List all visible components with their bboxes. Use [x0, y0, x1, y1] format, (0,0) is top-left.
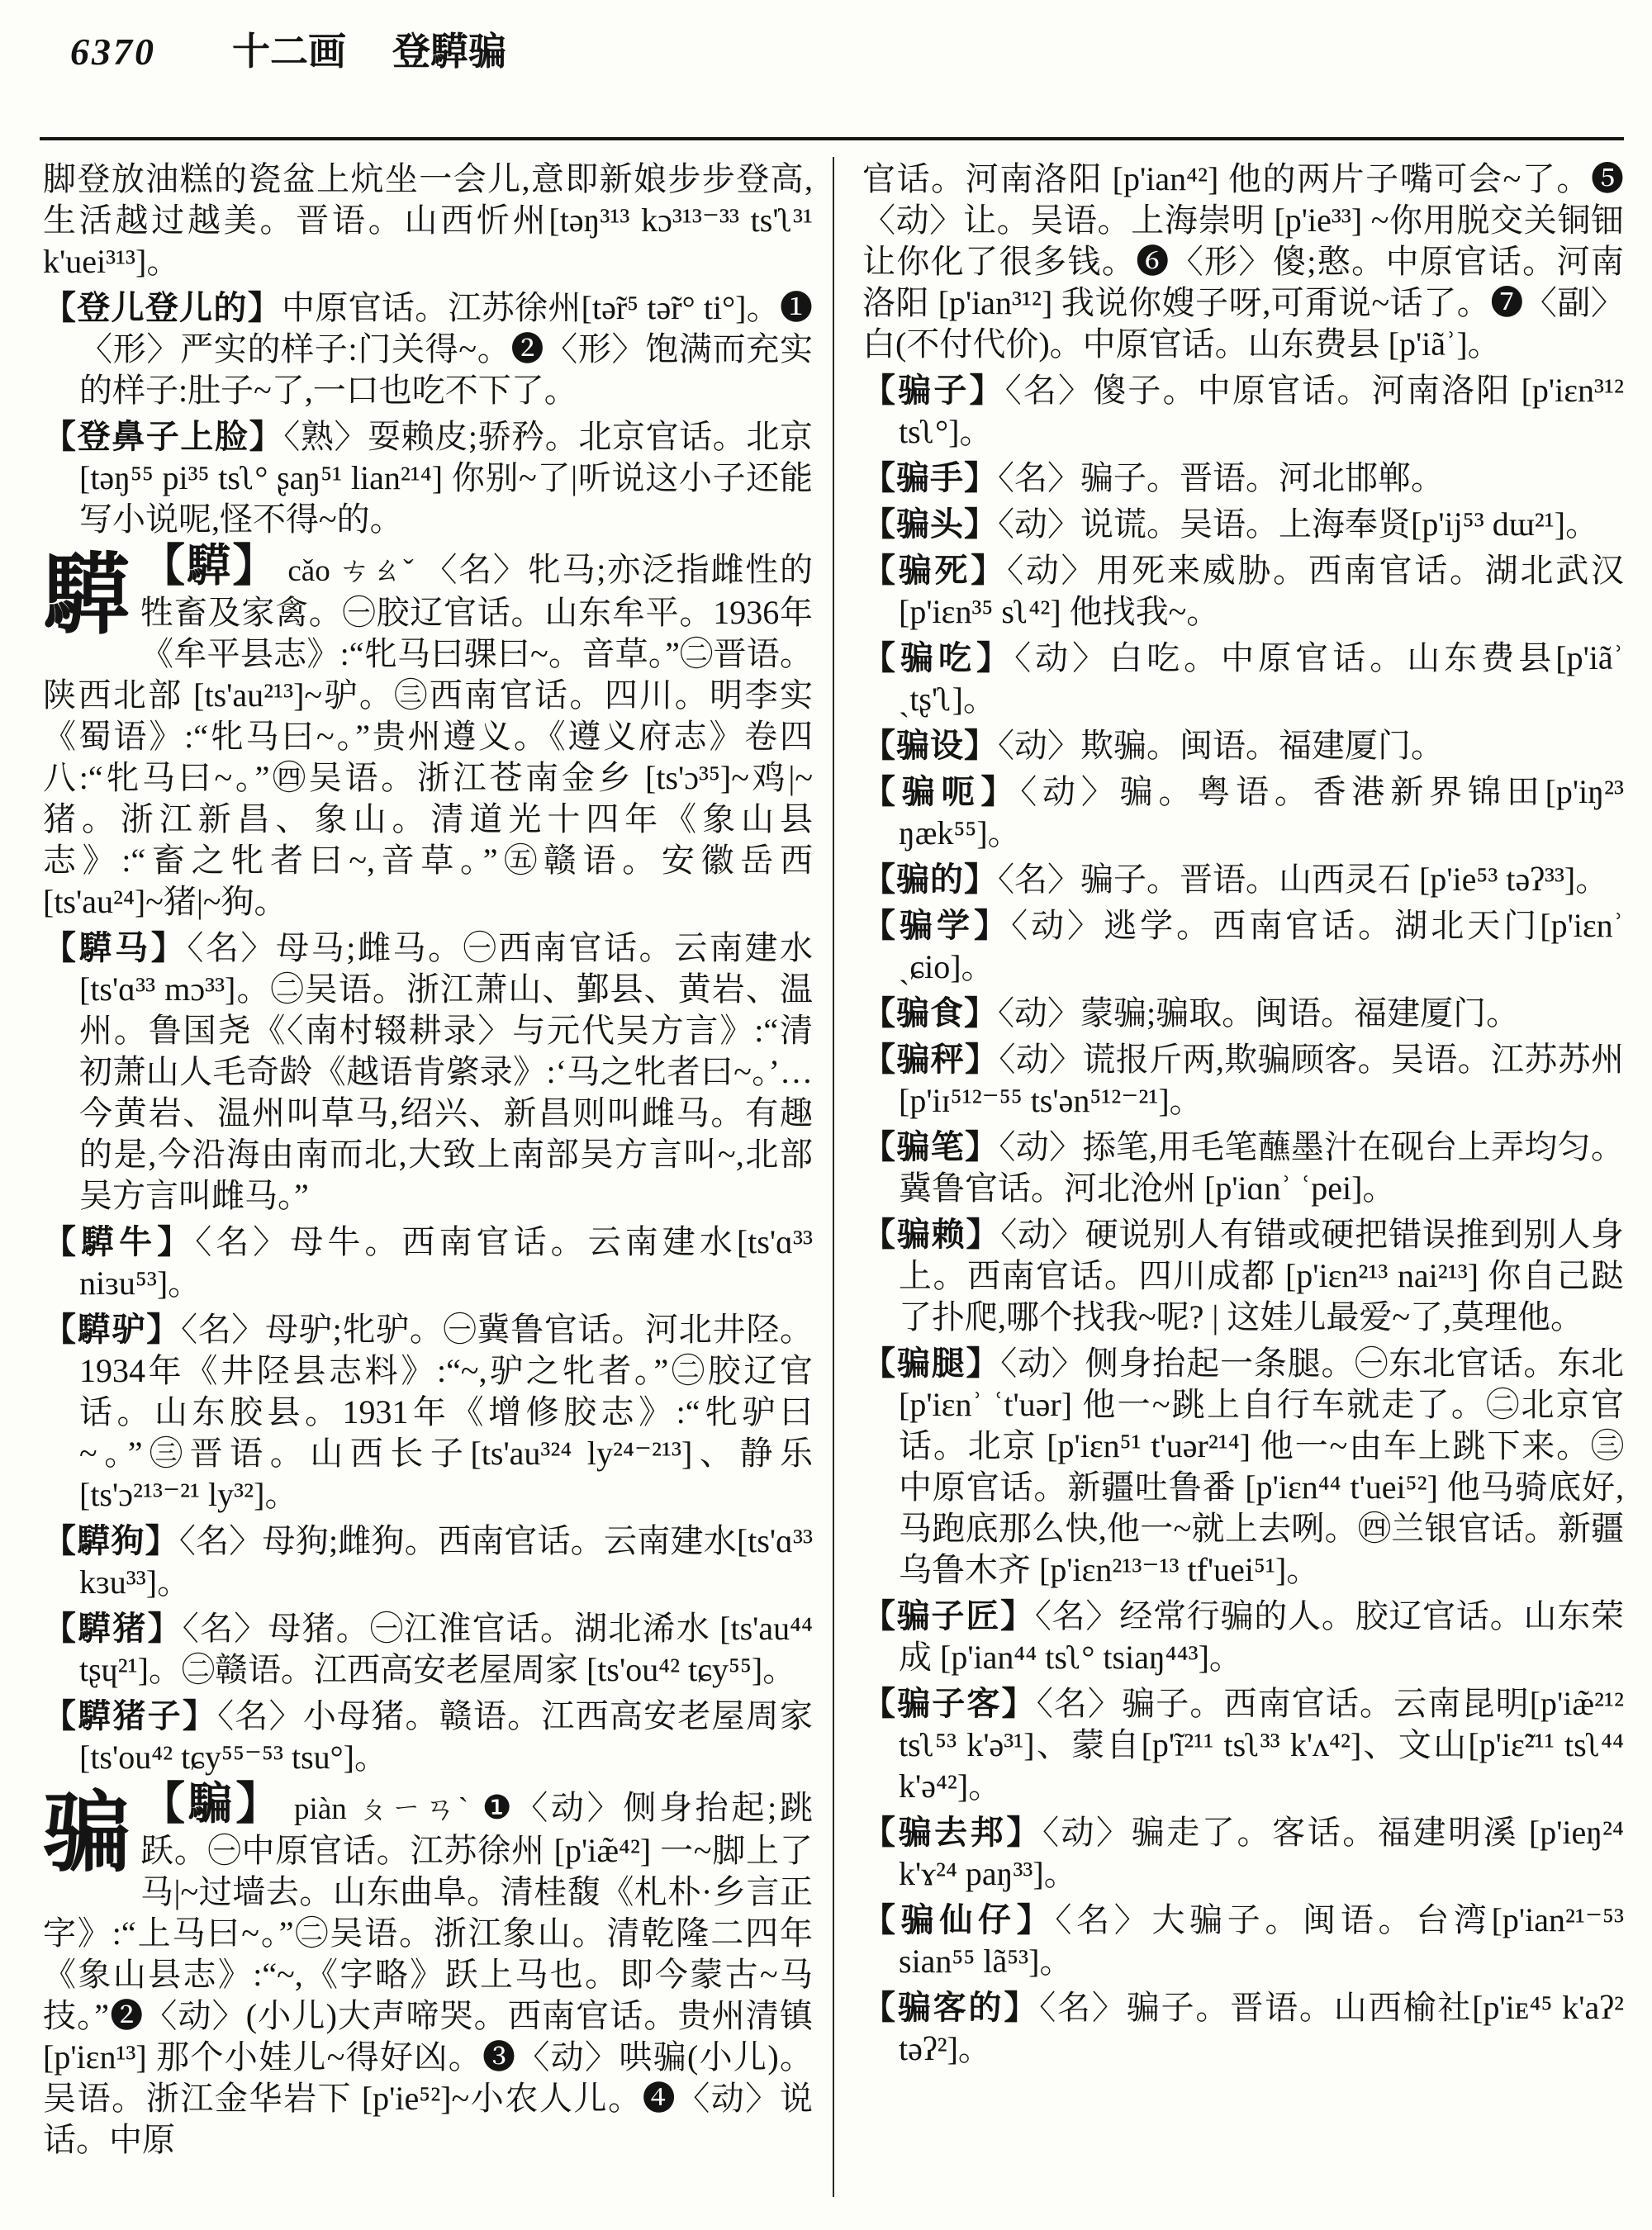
entry-body: 〈名〉母狗;雌狗。西南官话。云南建水[ts'ɑ³³ kɜu³³]。 — [79, 1522, 813, 1601]
entry-body: 〈动〉硬说别人有错或硬把错误推到别人身上。西南官话。四川成都 [p'iɛn²¹³ nai²¹³] 你自己跶了扑爬,哪个找我~呢? | 这娃儿最爱~了,莫理他。 — [899, 1216, 1625, 1336]
dictionary-entry — [862, 504, 1624, 545]
dictionary-entry — [862, 859, 1624, 900]
column-divider — [833, 157, 834, 2197]
entry-body: 〈名〉傻子。中原官话。河南洛阳 [p'iɛn³¹² tsʅ°]。 — [899, 372, 1624, 450]
entry-body: 〈名〉母猪。㊀江淮官话。湖北浠水 [ts'au⁴⁴ tʂɥ²¹]。㊁赣语。江西高安老屋周家 [ts'ou⁴² tɕy⁵⁵]。 — [79, 1610, 813, 1688]
left-column — [43, 159, 813, 2166]
entry-headword: 【騲狗】 — [43, 1522, 179, 1559]
entry-body: 〈动〉蒙骗;骗取。闽语。福建厦门。 — [998, 994, 1520, 1032]
entry-body: ❶〈动〉侧身抬起;跳跃。㊀中原官话。江苏徐州 [p'iæ̃⁴²] 一~脚上了马|~过墙去。山东曲阜。清桂馥《札朴·乡言正字》:“上马曰~。”㊁吴语。浙江象山。清乾隆二四年《象山县志》:“~,《字略》跃上马也。即今蒙古~马技。”❷〈动〉(小儿)大声啼哭。西南官话。贵州清镇 [p'iɛn¹³] 那个小娃儿~得好凶。❸〈动〉哄骗(小儿)。吴语。浙江金华岩下 [p'ie⁵²]~小农人儿。❹〈动〉说话。中原 — [43, 1789, 813, 2158]
entry-traditional: 【騙】 — [140, 1779, 284, 1829]
entry-headword: 【騲猪子】 — [43, 1697, 218, 1734]
entry-headword: 【登儿登儿的】 — [43, 289, 282, 326]
entry-headword: 【骗设】 — [862, 727, 998, 764]
character-entry — [43, 1779, 813, 2161]
entry-body: 〈动〉侧身抬起一条腿。㊀东北官话。东北[p'iɛnʾ ʿt'uər] 他一~跳上自行车就走了。㊁北京官话。北京 [p'iɛn⁵¹ t'uər²¹⁴] 他一~由车上跳下来。㊂中原官话。新疆吐鲁番 [p'iɛn⁴⁴ t'uei⁵²] 他马骑底好,马跑底那么快,他一~就上去咧。㊃兰银官话。新疆乌鲁木齐 [p'iɛn²¹³⁻¹³ tf'uei⁵¹]。 — [899, 1345, 1625, 1588]
entry-headword: 【騲猪】 — [43, 1610, 183, 1647]
entry-reading: piàn ㄆㄧㄢˋ — [283, 1792, 482, 1826]
dictionary-entry — [43, 287, 813, 411]
headword-range: 登騲骗 — [392, 31, 506, 73]
dictionary-entry — [862, 725, 1624, 766]
dictionary-entry — [862, 993, 1624, 1034]
right-column — [862, 159, 1624, 2075]
entry-headword: 【骗的】 — [862, 861, 998, 898]
entry-headword: 【骗子匠】 — [862, 1597, 1035, 1635]
dictionary-entry — [43, 1696, 813, 1778]
character-entry — [43, 541, 814, 923]
entry-headword: 【骗去邦】 — [862, 1814, 1042, 1851]
dictionary-entry — [862, 638, 1624, 720]
entry-headword: 【騲牛】 — [43, 1223, 196, 1260]
dictionary-entry — [43, 1222, 813, 1304]
entry-continuation: 脚登放油糕的瓷盆上炕坐一会儿,意即新娘步步登高,生活越过越美。晋语。山西忻州[təŋ³¹³ kɔ³¹³⁻³³ ts'ʅ³¹ k'uei³¹³]。 — [43, 160, 813, 280]
page-number: 6370 — [70, 31, 156, 73]
entry-body: 〈名〉母驴;牝驴。㊀冀鲁官话。河北井陉。1934年《井陉县志料》:“~,驴之牝者。”㊁胶辽官话。山东胶县。1931年《增修胶志》:“牝驴曰~。”㊂晋语。山西长子[ts'au³²⁴ ly²⁴⁻²¹³]、静乐 [ts'ɔ²¹³⁻²¹ ly³²]。 — [79, 1311, 813, 1513]
entry-body: 〈动〉白吃。中原官话。山东费县[p'iãʾ ˎtʂ'ʅ]。 — [899, 639, 1624, 718]
entry-body: 〈名〉骗子。晋语。山西灵石 [p'ie⁵³ təʔ³³]。 — [998, 861, 1609, 898]
entry-headword: 【骗手】 — [862, 459, 998, 496]
entry-headword: 【骗仙仔】 — [862, 1901, 1056, 1938]
entry-character: 騲 — [43, 548, 131, 644]
entry-body: 〈名〉骗子。晋语。河北邯郸。 — [998, 459, 1444, 496]
entry-body: 〈名〉牝马;亦泛指雌性的牲畜及家禽。㊀胶辽官话。山东牟平。1936年《牟平县志》:“牝马曰骒曰~。音草。”㊁晋语。陕西北部 [ts'au²¹³]~驴。㊂西南官话。四川。明李实《蜀语》:“牝马曰~。”贵州遵义。《遵义府志》卷四八:“牝马曰~。”㊃吴语。浙江苍南金乡 [ts'ɔ³⁵]~鸡|~猪。浙江新昌、象山。清道光十四年《象山县志》:“畜之牝者曰~,音草。”㊄赣语。安徽岳西 [ts'au²⁴]~猪|~狗。 — [43, 551, 814, 920]
entry-headword: 【骗秤】 — [862, 1041, 999, 1078]
entry-body: 〈名〉经常行骗的人。胶辽官话。山东荣成 [p'ian⁴⁴ tsʅ° tsiaŋ⁴⁴³]。 — [899, 1597, 1625, 1676]
entry-headword: 【骗头】 — [862, 505, 998, 543]
entry-headword: 【骗子客】 — [862, 1685, 1037, 1722]
entry-body: 〈熟〉耍赖皮;骄矜。北京官话。北京[təŋ⁵⁵ pi³⁵ tsʅ° ʂaŋ⁵¹ lian²¹⁴] 你别~了|听说这小子还能写小说呢,怪不得~的。 — [79, 418, 813, 538]
dictionary-entry — [862, 1039, 1624, 1122]
entry-character: 骗 — [43, 1786, 131, 1882]
entry-body: 〈动〉说谎。吴语。上海奉贤[p'ij⁵³ dɯ²¹]。 — [998, 505, 1599, 543]
dictionary-entry — [43, 416, 813, 540]
entry-body: 〈名〉骗子。晋语。山西榆社[p'iᴇ⁴⁵ k'aʔ² təʔ²]。 — [899, 1989, 1625, 2067]
entry-headword: 【骗吃】 — [862, 639, 1015, 676]
dictionary-entry — [862, 1900, 1624, 1982]
dictionary-entry — [862, 1987, 1624, 2070]
entry-headword: 【骗呃】 — [862, 773, 1021, 810]
dictionary-entry — [862, 550, 1624, 633]
dictionary-entry — [43, 1309, 813, 1516]
entry-body: 〈动〉骗走了。客话。福建明溪 [p'ieŋ²⁴ k'ɤ²⁴ paŋ³³]。 — [899, 1814, 1624, 1892]
entry-body: 〈动〉谎报斤两,欺骗顾客。吴语。江苏苏州 [p'iɪ⁵¹²⁻⁵⁵ ts'ən⁵¹²⁻²¹]。 — [899, 1041, 1625, 1119]
dictionary-entry — [43, 1608, 813, 1691]
dictionary-entry — [862, 1812, 1624, 1895]
dictionary-entry — [862, 771, 1624, 854]
entry-body: 〈名〉小母猪。赣语。江西高安老屋周家[ts'ou⁴² tɕy⁵⁵⁻⁵³ tsu°]。 — [79, 1697, 814, 1776]
entry-body: 〈动〉欺骗。闽语。福建厦门。 — [998, 727, 1444, 764]
dictionary-entry — [862, 1127, 1624, 1209]
dictionary-entry — [862, 1596, 1624, 1678]
entry-body: 〈名〉母牛。西南官话。云南建水[ts'ɑ³³ niɜu⁵³]。 — [79, 1223, 813, 1302]
dictionary-entry — [43, 928, 813, 1217]
dictionary-entry — [862, 1683, 1624, 1807]
entry-reading: cǎo ㄘㄠˇ — [278, 554, 425, 588]
entry-traditional: 【騲】 — [140, 541, 279, 591]
entry-body: 中原官话。江苏徐州[tə̃r⁵ tə̃r° ti°]。❶〈形〉严实的样子:门关得~。❷〈形〉饱满而充实的样子:肚子~了,一口也吃不下了。 — [79, 289, 814, 409]
dictionary-entry — [862, 1214, 1624, 1338]
entry-headword: 【骗食】 — [862, 994, 998, 1032]
entry-headword: 【骗笔】 — [862, 1128, 999, 1165]
entry-body: 〈动〉骗。粤语。香港新界锦田[p'iŋ²³ ŋæk⁵⁵]。 — [899, 773, 1624, 852]
entry-headword: 【骗赖】 — [862, 1216, 1001, 1253]
entry-headword: 【骗死】 — [862, 552, 1008, 589]
entry-headword: 【骗客的】 — [862, 1989, 1040, 2026]
entry-headword: 【骗学】 — [862, 907, 1012, 944]
dictionary-entry — [862, 458, 1624, 499]
entry-headword: 【骗腿】 — [862, 1345, 1001, 1382]
entry-body: 〈动〉掭笔,用毛笔蘸墨汁在砚台上弄均匀。冀鲁官话。河北沧州 [p'iɑnʾ ʿpei]。 — [899, 1128, 1625, 1207]
entry-body: 〈名〉大骗子。闽语。台湾[p'ian²¹⁻⁵³ sian⁵⁵ lã⁵³]。 — [899, 1901, 1624, 1980]
entry-headword: 【騲驴】 — [43, 1311, 181, 1348]
entry-body: 〈名〉骗子。西南官话。云南昆明[p'iæ̃²¹² tsʅ⁵³ k'ə³¹]、蒙自[p'ĩ²¹¹ tsʅ³³ k'ʌ⁴²]、文山[p'iɛ̃²¹¹ tsʅ⁴⁴ k'ə⁴²]。 — [899, 1685, 1625, 1805]
dictionary-entry — [862, 1343, 1624, 1591]
dictionary-entry — [43, 1521, 813, 1603]
entry-body: 〈动〉用死来威胁。西南官话。湖北武汉 [p'iɛn³⁵ sʅ⁴²] 他找我~。 — [899, 552, 1625, 630]
dictionary-entry — [862, 905, 1624, 988]
entry-body: 〈动〉逃学。西南官话。湖北天门[p'iɛnʾ ˎɕio]。 — [899, 907, 1625, 985]
entry-body: 〈名〉母马;雌马。㊀西南官话。云南建水[ts'ɑ³³ mɔ³³]。㊁吴语。浙江萧山、鄞县、黄岩、温州。鲁国尧《〈南村辍耕录〉与元代吴方言》:“清初萧山人毛奇龄《越语肯綮录》:‘马之牝者曰~。’…今黄岩、温州叫草马,绍兴、新昌则叫雌马。有趣的是,今沿海由南而北,大致上南部吴方言叫~,北部吴方言叫雌马。” — [79, 929, 813, 1214]
entry-headword: 【登鼻子上脸】 — [43, 418, 284, 455]
page-header — [70, 21, 506, 76]
dictionary-entry — [862, 370, 1624, 453]
header-rule — [40, 137, 1624, 140]
entry-continuation: 官话。河南洛阳 [p'ian⁴²] 他的两片子嘴可会~了。❺〈动〉让。吴语。上海崇明 [p'ie³³] ~你用脱交关铜钿让你化了很多钱。❻〈形〉傻;憨。中原官话。河南洛阳 [p'ian³¹²] 我说你嫂子呀,可甭说~话了。❼〈副〉白(不付代价)。中原官话。山东费县 [p'iãʾ]。 — [862, 160, 1624, 363]
entry-headword: 【騲马】 — [43, 929, 188, 966]
stroke-count-section: 十二画 — [232, 31, 346, 73]
entry-headword: 【骗子】 — [862, 372, 1005, 409]
